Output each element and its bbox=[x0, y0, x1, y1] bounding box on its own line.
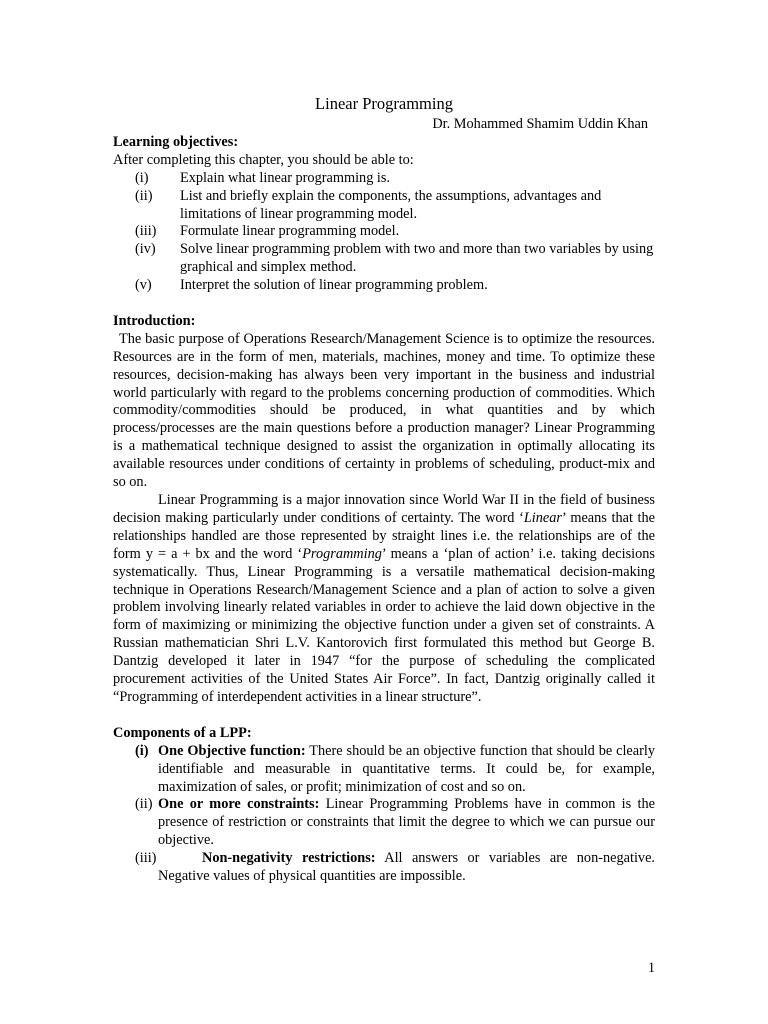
introduction-paragraph-2 bbox=[113, 492, 655, 707]
component-description: All answers or variables are non-negative. Negative values of physical quantities are impossible. bbox=[158, 850, 655, 885]
list-item-text: Formulate linear programming model. bbox=[180, 223, 400, 240]
component-text bbox=[158, 743, 655, 797]
component-label: One or more constraints: bbox=[158, 796, 320, 813]
list-item-number: (ii) bbox=[135, 187, 153, 204]
list-item-text: List and briefly explain the components, the assumptions, advantages and limitations of linear programming model. bbox=[180, 187, 602, 222]
component-text bbox=[158, 796, 655, 850]
component-label: Non-negativity restrictions: bbox=[202, 850, 376, 867]
component-item bbox=[113, 850, 655, 886]
list-item-text: Interpret the solution of linear programming problem. bbox=[180, 277, 488, 294]
objectives-list bbox=[113, 170, 655, 295]
list-item-number: (iv) bbox=[135, 241, 156, 258]
list-item-text: Explain what linear programming is. bbox=[180, 169, 391, 186]
objectives-intro: After completing this chapter, you should be able to: bbox=[113, 151, 414, 168]
emphasis-programming: Programming bbox=[302, 545, 382, 562]
list-item-text: Solve linear programming problem with two and more than two variables by using graphical and simplex method. bbox=[180, 241, 654, 276]
component-number: (iii) bbox=[135, 850, 157, 867]
document-title: Linear Programming bbox=[315, 94, 453, 113]
list-item bbox=[113, 277, 655, 295]
paragraph-text: ’ means that the relationships handled are those represented by straight lines i.e. the relationships are of the form y = a + bx and the word ‘ bbox=[113, 509, 656, 562]
introduction-heading: Introduction: bbox=[113, 312, 196, 329]
component-description: There should be an objective function that should be clearly identifiable and measurable in quantitative terms. It could be, for example, maximization of sales, or profit; minimization of cost and so on. bbox=[158, 742, 656, 795]
component-text bbox=[158, 850, 655, 886]
component-number: (i) bbox=[135, 742, 149, 759]
paragraph-text: Linear Programming is a major innovation since World War II in the field of business decision making particularly under conditions of certainty. The word ‘ bbox=[113, 492, 655, 526]
list-item-number: (i) bbox=[135, 169, 149, 186]
page-content bbox=[113, 94, 655, 886]
introduction-paragraph-1: The basic purpose of Operations Research/Management Science is to optimize the resources. Resources are in the form of men, materials, machines, money and time. To optimize these resources, decision-making has always been very important in the business and industrial world particularly with regard to the problems concerning production of commodities. Which commodity/commodities should be produced, in what quantities and by which process/processes are the main questions before a production manager? Linear Programming is a mathematical technique designed to assist the organization in optimally allocating its available resources under conditions of certainty in problems of scheduling, product-mix and so on. bbox=[113, 330, 655, 491]
paragraph-text: ’ means a ‘plan of action’ i.e. taking decisions systematically. Thus, Linear Programming is a versatile mathematical decision-making technique in Operations Research/Management Science and a plan of action to solve a given problem involving linearly related variables in order to achieve the laid down objective in the form of maximizing or minimizing the objective function under a given set of constraints. A Russian mathematician Shri L.V. Kantorovich first formulated this method but George B. Dantzig developed it later in 1947 “for the purpose of scheduling the complicated procurement activities of the United States Air Force”. In fact, Dantzig originally called it “Programming of interdependent activities in a linear structure”. bbox=[113, 545, 655, 705]
components-heading: Components of a LPP: bbox=[113, 724, 252, 741]
component-item bbox=[113, 796, 655, 850]
component-description: Linear Programming Problems have in common is the presence of restriction or constraints that limit the degree to which we can pursue our objective. bbox=[158, 796, 655, 849]
component-number: (ii) bbox=[135, 796, 153, 813]
list-item-number: (iii) bbox=[135, 223, 157, 240]
list-item bbox=[113, 241, 655, 277]
page-number: 1 bbox=[647, 960, 655, 976]
list-item-number: (v) bbox=[135, 277, 152, 294]
list-item bbox=[113, 170, 655, 188]
objectives-heading: Learning objectives: bbox=[113, 133, 239, 150]
list-item bbox=[113, 188, 655, 224]
emphasis-linear: Linear bbox=[523, 509, 562, 526]
author-name: Dr. Mohammed Shamim Uddin Khan bbox=[432, 116, 648, 132]
component-item bbox=[113, 743, 655, 797]
list-item bbox=[113, 223, 655, 241]
component-label: One Objective function: bbox=[158, 742, 306, 759]
